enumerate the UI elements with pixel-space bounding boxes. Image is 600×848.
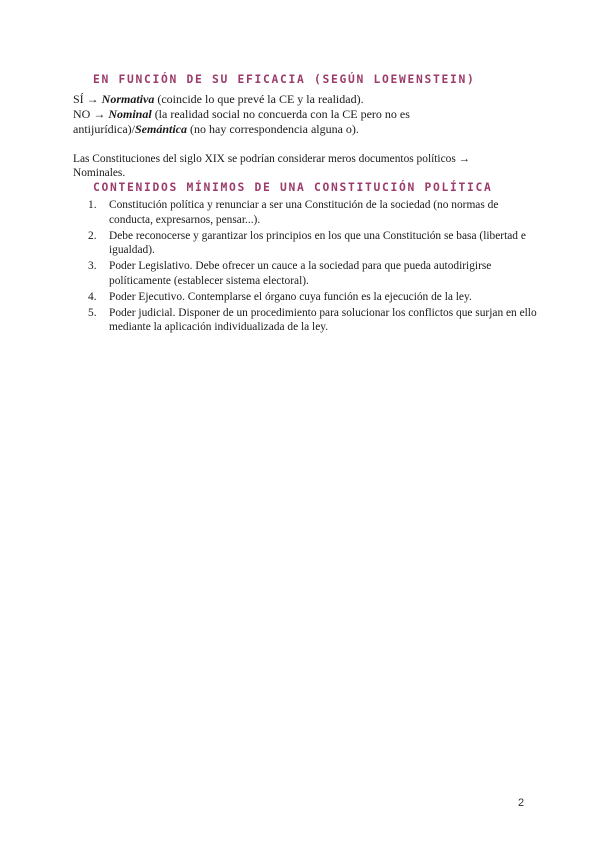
term-semantica: Semántica: [134, 122, 187, 136]
list-item-number: 4.: [88, 290, 97, 303]
line-text: (no hay correspondencia alguna o).: [187, 122, 359, 136]
eficacia-line-normativa: [73, 91, 364, 107]
contenidos-list: [88, 198, 540, 336]
list-item: [88, 306, 540, 335]
term-nominal: Nominal: [108, 107, 152, 121]
list-item-text: Poder Legislativo. Debe ofrecer un cauce a la sociedad para que pueda autodirigirse políticamente (establecer sistema electoral).: [109, 260, 492, 287]
line-text: (coincide lo que prevé la CE y la realidad).: [154, 92, 364, 106]
list-item-number: 5.: [88, 306, 97, 319]
page-number: 2: [518, 797, 525, 809]
line-prefix: SÍ →: [73, 92, 102, 106]
line-prefix: NO →: [73, 107, 109, 121]
list-item-number: 2.: [88, 229, 97, 242]
line-text: (la realidad social no concuerda con la CE pero no es: [151, 107, 410, 121]
line-prefix: antijurídica)/: [73, 122, 135, 136]
eficacia-line-semantica: [73, 121, 359, 137]
list-item-number: 3.: [88, 260, 97, 272]
list-item-number: 1.: [88, 199, 97, 211]
term-normativa: Normativa: [101, 92, 155, 106]
eficacia-line-nominal: [73, 106, 410, 122]
paragraph-line-1: Las Constituciones del siglo XIX se podrían considerar meros documentos políticos →: [73, 153, 471, 165]
list-item: [88, 198, 540, 227]
list-item: [88, 229, 540, 258]
section-heading-contenidos: CONTENIDOS MÍNIMOS DE UNA CONSTITUCIÓN POLÍTICA: [93, 181, 493, 194]
list-item: [88, 259, 540, 288]
list-item-text: Poder judicial. Disponer de un procedimiento para solucionar los conflictos que surjan en ello mediante la aplicación individualizada de la ley.: [109, 306, 537, 333]
list-item: [88, 290, 540, 305]
list-item-text: Debe reconocerse y garantizar los principios en los que una Constitución se basa (libertad e igualdad).: [109, 229, 526, 256]
paragraph-line-2: Nominales.: [73, 167, 126, 179]
list-item-text: Poder Ejecutivo. Contemplarse el órgano cuya función es la ejecución de la ley.: [109, 290, 472, 303]
list-item-text: Constitución política y renunciar a ser una Constitución de la sociedad (no normas de conducta, expresarnos, pensar...).: [109, 199, 499, 226]
section-heading-eficacia: EN FUNCIÓN DE SU EFICACIA (SEGÚN LOEWENSTEIN): [93, 73, 476, 86]
